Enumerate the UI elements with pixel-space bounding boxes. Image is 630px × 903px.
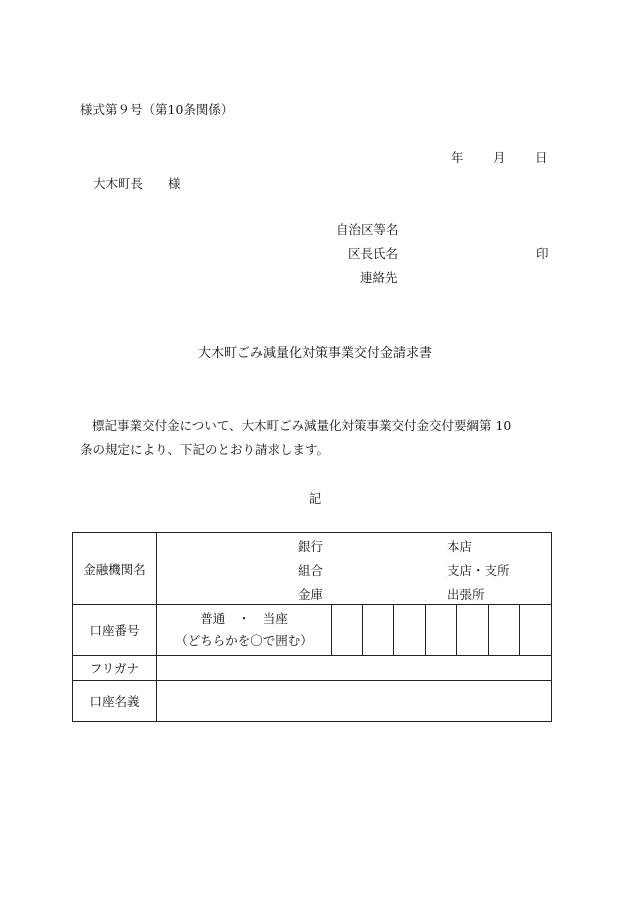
account-number-label: 口座番号 [73,605,157,656]
leader-label: 区長氏名 [348,246,399,261]
date-day: 日 [535,150,548,165]
furigana-field[interactable] [157,656,552,681]
institution-type-union: 組合 [298,563,324,578]
branch-type-office: 出張所 [447,587,485,602]
account-digit-2[interactable] [363,605,394,656]
account-number-row [73,605,552,656]
ki-heading: 記 [308,491,322,506]
account-type-note: （どちらかを〇で囲む） [175,633,313,648]
district-label: 自治区等名 [336,222,399,237]
account-holder-label: 口座名義 [73,681,157,722]
bank-account-table [72,532,552,722]
body-line-2: 条の規定により、下記のとおり請求します。 [80,442,330,457]
account-holder-row [73,681,552,722]
account-digit-7[interactable] [520,605,552,656]
branch-type-main: 本店 [447,539,473,554]
institution-label: 金融機関名 [73,533,157,605]
account-digit-3[interactable] [394,605,426,656]
account-holder-field[interactable] [157,681,552,722]
account-digit-4[interactable] [426,605,457,656]
furigana-label: フリガナ [73,656,157,681]
document-title: 大木町ごみ減量化対策事業交付金請求書 [197,346,432,361]
account-digit-5[interactable] [457,605,489,656]
seal-mark: 印 [536,246,549,261]
date-year: 年 [451,150,464,165]
institution-type-bank: 銀行 [298,539,324,554]
institution-field[interactable] [157,533,552,605]
account-type-cell[interactable] [157,605,332,656]
branch-type-branch: 支店・支所 [447,563,510,578]
account-type-options: 普通 ・ 当座 [200,611,288,626]
addressee: 大木町長 様 [93,176,181,191]
body-text [80,414,552,462]
account-digit-1[interactable] [332,605,363,656]
form-number: 様式第９号（第10条関係） [80,102,234,117]
date-line [451,148,548,166]
body-line-1: 標記事業交付金について、大木町ごみ減量化対策事業交付金交付要綱第 10 [92,418,512,433]
furigana-row [73,656,552,681]
institution-row [73,533,552,605]
date-month: 月 [493,150,506,165]
contact-label: 連絡先 [360,270,398,285]
institution-type-vault: 金庫 [298,587,324,602]
account-digit-6[interactable] [489,605,520,656]
